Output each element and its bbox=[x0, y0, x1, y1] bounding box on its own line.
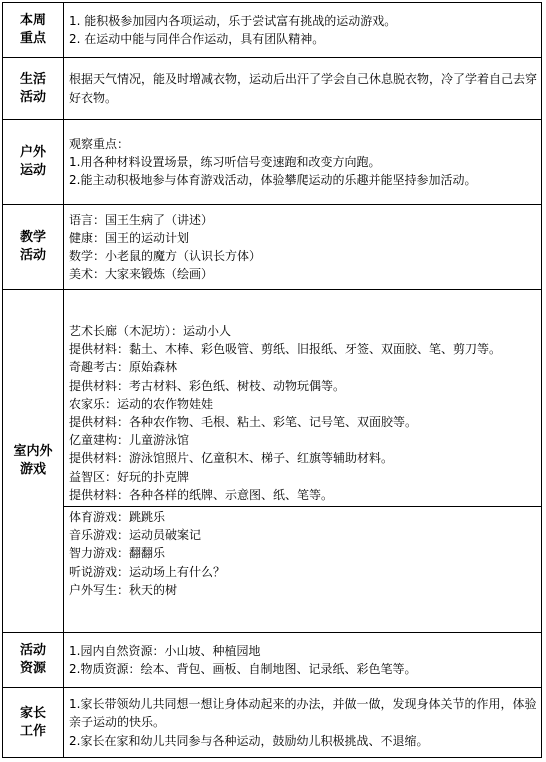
content-line: 提供材料：各种农作物、毛根、粘土、彩笔、记号笔、双面胶等。 bbox=[69, 414, 418, 429]
content-line: 2.家长在家和幼儿共同参与各种运动，鼓励幼儿积极挑战、不退缩。 bbox=[69, 733, 429, 748]
content-line: 2. 在运动中能与同伴合作运动，具有团队精神。 bbox=[69, 32, 325, 46]
row-content bbox=[64, 688, 542, 758]
content-line: 2.能主动积极地参与体育游戏活动，体验攀爬运动的乐趣并能坚持参加活动。 bbox=[69, 173, 477, 188]
content-line: 健康：国王的运动计划 bbox=[69, 230, 190, 245]
content-line: 根据天气情况，能及时增减衣物，运动后出汗了学会自己休息脱衣物，冷了学着自己去穿好衣物。 bbox=[69, 72, 538, 105]
row-label: 生活 活动 bbox=[3, 58, 64, 120]
row-label: 本周 重点 bbox=[3, 3, 64, 58]
row-label: 室内外 游戏 bbox=[3, 290, 64, 633]
content-line: 益智区：好玩的扑克牌 bbox=[69, 469, 190, 484]
content-line: 音乐游戏：运动员破案记 bbox=[69, 528, 202, 543]
content-line: 奇趣考古：原始森林 bbox=[69, 360, 178, 375]
content-line: 农家乐：运动的农作物娃娃 bbox=[69, 396, 214, 411]
row-content bbox=[64, 290, 542, 633]
content-line: 美术：大家来锻炼（绘画） bbox=[69, 267, 214, 282]
row-label: 活动 资源 bbox=[3, 633, 64, 688]
row-label: 家长 工作 bbox=[3, 688, 64, 758]
content-line: 语言：国王生病了（讲述） bbox=[69, 212, 214, 227]
content-line: 1.园内自然资源：小山坡、种植园地 bbox=[69, 643, 261, 658]
row-content bbox=[64, 205, 542, 290]
weekly-plan-table bbox=[2, 2, 542, 758]
table-row bbox=[3, 205, 542, 290]
content-line: 提供材料：考古材料、彩色纸、树枝、动物玩偶等。 bbox=[69, 378, 346, 393]
content-line: 户外写生：秋天的树 bbox=[69, 582, 178, 597]
content-line: 1.家长带领幼儿共同想一想让身体动起来的办法，并做一做，发现身体关节的作用，体验亲子运动的快乐。 bbox=[69, 697, 537, 730]
content-line: 亿童建构：儿童游泳馆 bbox=[69, 433, 190, 448]
row-content bbox=[64, 633, 542, 688]
row-label: 教学 活动 bbox=[3, 205, 64, 290]
content-line: 提供材料：黏土、木棒、彩色吸管、剪纸、旧报纸、牙签、双面胶、笔、剪刀等。 bbox=[69, 342, 502, 357]
table-row bbox=[3, 688, 542, 758]
content-line: 听说游戏：运动场上有什么？ bbox=[69, 564, 226, 579]
table-row bbox=[3, 120, 542, 205]
content-line: 1. 能积极参加园内各项运动，乐于尝试富有挑战的运动游戏。 bbox=[69, 13, 397, 28]
content-line: 数学：小老鼠的魔方（认识长方体） bbox=[69, 249, 262, 263]
row-content bbox=[64, 120, 542, 205]
content-line: 2.物质资源：绘本、背包、画板、自制地图、记录纸、彩色笔等。 bbox=[69, 662, 417, 676]
content-line: 智力游戏：翻翻乐 bbox=[69, 546, 166, 561]
area-games-block bbox=[64, 321, 541, 507]
content-line: 提供材料：各种各样的纸牌、示意图、纸、笔等。 bbox=[69, 487, 334, 502]
content-line: 提供材料：游泳馆照片、亿童积木、梯子、红旗等辅助材料。 bbox=[69, 451, 394, 466]
content-line: 1.用各种材料设置场景，练习听信号变速跑和改变方向跑。 bbox=[69, 154, 381, 169]
table-row bbox=[3, 58, 542, 120]
content-line: 体育游戏：跳跳乐 bbox=[69, 510, 166, 524]
content-line: 观察重点： bbox=[69, 136, 130, 151]
table-row bbox=[3, 3, 542, 58]
table-row bbox=[3, 633, 542, 688]
row-content bbox=[64, 3, 542, 58]
row-content bbox=[64, 58, 542, 120]
group-games-block bbox=[64, 507, 541, 601]
content-line: 艺术长廊（木泥坊）：运动小人 bbox=[69, 323, 232, 338]
table-row bbox=[3, 290, 542, 633]
row-label: 户外 运动 bbox=[3, 120, 64, 205]
